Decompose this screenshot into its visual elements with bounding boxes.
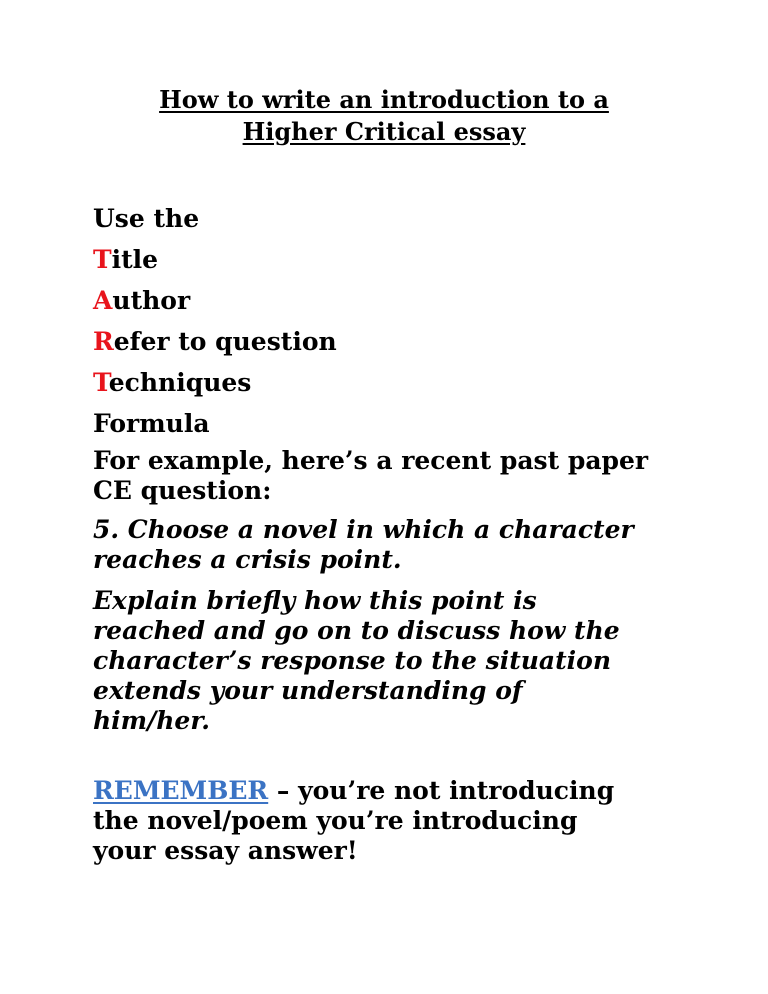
- example-line: For example, here’s a recent past paper: [93, 446, 649, 475]
- acronym-item-techniques: [93, 362, 713, 403]
- acronym-rest: echniques: [108, 368, 252, 397]
- question-task-line: character’s response to the situation: [93, 646, 612, 675]
- question-task: [93, 586, 713, 736]
- question-prompt-line: 5. Choose a novel in which a character: [93, 515, 634, 544]
- question-prompt-line: reaches a crisis point.: [93, 545, 402, 574]
- remember-line: your essay answer!: [93, 836, 358, 865]
- intro-line: Use the: [93, 204, 200, 233]
- title-line-2: Higher Critical essay: [242, 117, 526, 146]
- document-body: [93, 198, 713, 866]
- title-line-1: How to write an introduction to a: [159, 85, 609, 114]
- example-line: CE question:: [93, 476, 272, 505]
- question-prompt: [93, 515, 713, 575]
- remember-line: [93, 776, 713, 806]
- question-task-line: Explain briefly how this point is: [93, 586, 537, 615]
- remember-note: [93, 776, 713, 866]
- remember-rest: – you’re not introducing: [268, 776, 615, 805]
- acronym-rest: uthor: [112, 286, 191, 315]
- acronym-initial: A: [93, 286, 113, 315]
- acronym-rest: itle: [111, 245, 159, 274]
- question-task-line: him/her.: [93, 706, 210, 735]
- acronym-item-title: [93, 239, 713, 280]
- example-paragraph: [93, 446, 713, 506]
- acronym-item-refer: [93, 321, 713, 362]
- acronym-initial: R: [93, 327, 114, 356]
- remember-line: the novel/poem you’re introducing: [93, 806, 578, 835]
- question-task-line: reached and go on to discuss how the: [93, 616, 620, 645]
- formula-line: Formula: [93, 409, 210, 438]
- acronym-rest: efer to question: [113, 327, 337, 356]
- remember-link[interactable]: REMEMBER: [93, 776, 269, 805]
- acronym-item-author: [93, 280, 713, 321]
- question-task-line: extends your understanding of: [93, 676, 523, 705]
- acronym-initial: T: [93, 245, 112, 274]
- acronym-initial: T: [93, 368, 109, 397]
- page-title: [60, 84, 708, 148]
